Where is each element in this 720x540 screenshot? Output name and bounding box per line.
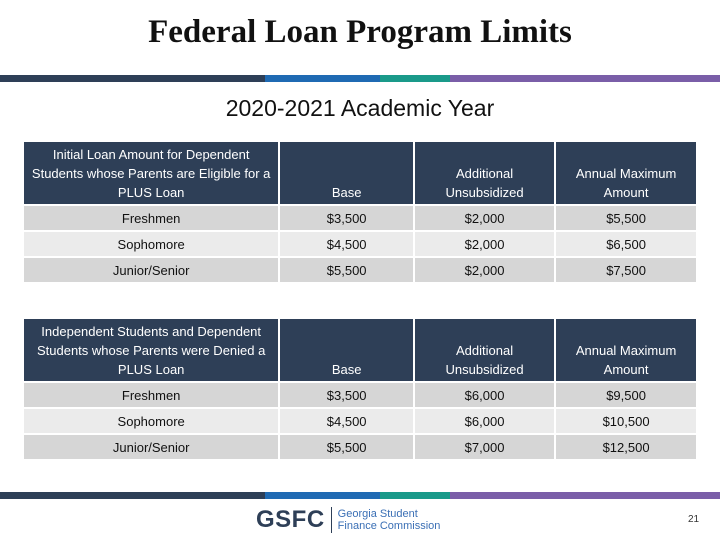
base-amount: $4,500 (280, 409, 413, 433)
base-amount: $4,500 (280, 232, 413, 256)
additional-amount: $2,000 (415, 258, 554, 282)
table-row (24, 232, 696, 256)
logo-line-1: Georgia Student (337, 508, 418, 520)
grade-level: Freshmen (24, 383, 278, 407)
max-amount: $5,500 (556, 206, 696, 230)
header-student-category: Initial Loan Amount for Dependent Students whose Parents are Eligible for a PLUS Loan (24, 142, 278, 204)
gsfc-logo (256, 505, 440, 535)
grade-level: Freshmen (24, 206, 278, 230)
table-row (24, 383, 696, 407)
slide-title: Federal Loan Program Limits (148, 14, 572, 50)
slide-subtitle: 2020-2021 Academic Year (225, 95, 495, 121)
additional-amount: $2,000 (415, 232, 554, 256)
table-header-row (24, 142, 696, 204)
independent-students-table (22, 317, 698, 461)
table-header-row (24, 319, 696, 381)
max-amount: $6,500 (556, 232, 696, 256)
table-row (24, 409, 696, 433)
dependent-students-table (22, 140, 698, 284)
logo-divider (331, 507, 332, 533)
additional-amount: $6,000 (415, 409, 554, 433)
table-row (24, 258, 696, 282)
logo-text (338, 508, 441, 532)
header-annual-maximum: Annual Maximum Amount (556, 319, 696, 381)
table-row (24, 206, 696, 230)
additional-amount: $6,000 (415, 383, 554, 407)
header-base: Base (280, 319, 413, 381)
header-base: Base (280, 142, 413, 204)
max-amount: $9,500 (556, 383, 696, 407)
title-divider (0, 75, 720, 82)
max-amount: $10,500 (556, 409, 696, 433)
grade-level: Junior/Senior (24, 258, 278, 282)
header-additional-unsubsidized: Additional Unsubsidized (415, 319, 554, 381)
footer-divider (0, 492, 720, 499)
header-student-category: Independent Students and Dependent Students whose Parents were Denied a PLUS Loan (24, 319, 278, 381)
base-amount: $5,500 (280, 435, 413, 459)
additional-amount: $7,000 (415, 435, 554, 459)
header-additional-unsubsidized: Additional Unsubsidized (415, 142, 554, 204)
max-amount: $12,500 (556, 435, 696, 459)
page-number: 21 (688, 514, 700, 525)
grade-level: Sophomore (24, 232, 278, 256)
max-amount: $7,500 (556, 258, 696, 282)
logo-line-2: Finance Commission (337, 520, 441, 532)
base-amount: $3,500 (280, 383, 413, 407)
header-annual-maximum: Annual Maximum Amount (556, 142, 696, 204)
logo-mark: GSFC (256, 506, 325, 533)
base-amount: $5,500 (280, 258, 413, 282)
grade-level: Sophomore (24, 409, 278, 433)
additional-amount: $2,000 (415, 206, 554, 230)
grade-level: Junior/Senior (24, 435, 278, 459)
table-row (24, 435, 696, 459)
base-amount: $3,500 (280, 206, 413, 230)
